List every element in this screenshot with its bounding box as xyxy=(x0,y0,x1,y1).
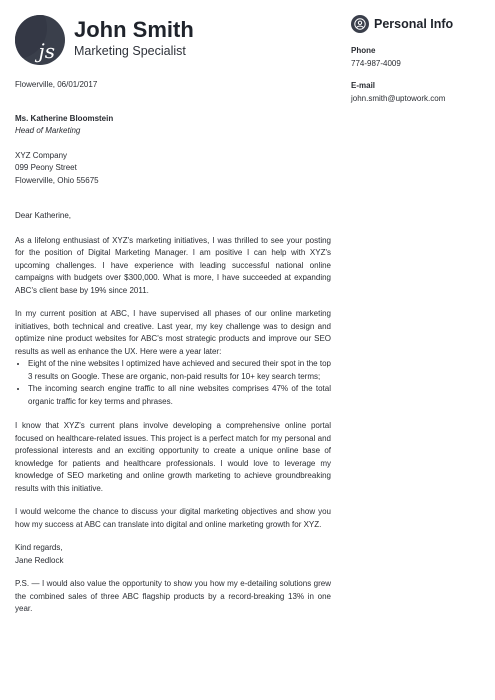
address-line: Flowerville, Ohio 55675 xyxy=(15,175,99,185)
person-icon xyxy=(351,15,369,33)
cover-letter-body xyxy=(15,79,331,616)
achievements-list xyxy=(15,358,331,408)
recipient-title: Head of Marketing xyxy=(15,126,81,135)
email-value: john.smith@uptowork.com xyxy=(351,94,446,103)
paragraph: As a lifelong enthusiast of XYZ's marketing initiatives, I was thrilled to see your posting for the position of Digital Marketing Manager. I am positive I can help with XYZ's upcoming challenges. I have experience with leading successful national online campaigns with budgets over $300,000. What is more, I have succeeded at expanding ABC's client base by 19% since 2011. xyxy=(15,235,331,295)
candidate-title: Marketing Specialist xyxy=(74,44,186,58)
paragraph: I know that XYZ's current plans involve developing a comprehensive online portal focused on healthcare-related issues. This project is a perfect match for my personal and professional interests and an exciting opportunity to create a unique online base of knowledge for patients and healthcare professionals. I would love to leverage my knowledge of SEO marketing and online growth marketing to achieve groundbreaking results with this initiative. xyxy=(15,421,331,493)
phone-label: Phone xyxy=(351,46,376,55)
paragraph: I would welcome the chance to discuss your digital marketing objectives and show you how my success at ABC can translate into digital and online marketing growth for XYZ. xyxy=(15,507,331,529)
email-label: E-mail xyxy=(351,81,376,90)
place-date: Flowerville, 06/01/2017 xyxy=(15,80,98,89)
address-line: 099 Peony Street xyxy=(15,163,77,172)
personal-info-title: Personal Info xyxy=(374,17,454,31)
paragraph: In my current position at ABC, I have supervised all phases of our online marketing initiatives, both technical and creative. Last year, my key challenge was to design and optimize nine product websites for ABC's most strategic products and improve our SEO results as well as enhance the UX. Here were a year later: xyxy=(15,309,331,356)
closing: Kind regards, xyxy=(15,543,63,552)
list-item: • Eight of the nine websites I optimized have achieved and secured their spot in the top 3 results on Google. These are organic, non-paid results for 10+ key search terms; xyxy=(28,358,331,383)
recipient-name: Ms. Katherine Bloomstein xyxy=(15,113,114,123)
list-item: • The incoming search engine traffic to all nine websites comprises 47% of the total organic traffic for key terms and phrases. xyxy=(28,383,331,408)
avatar-monogram xyxy=(15,15,65,65)
signature: Jane Redlock xyxy=(15,555,64,565)
greeting: Dear Katherine, xyxy=(15,211,72,220)
candidate-name: John Smith xyxy=(74,17,194,42)
personal-info-sidebar xyxy=(351,14,491,104)
personal-info-header xyxy=(351,14,491,34)
address-line: XYZ Company xyxy=(15,150,68,160)
phone-value: 774-987-4009 xyxy=(351,59,401,68)
postscript: P.S. — I would also value the opportunity to show you how my e-detailing solutions grew the combined sales of three ABC flagship products by a record-breaking 13% in one year. xyxy=(15,579,331,613)
monogram-text: js xyxy=(38,39,55,63)
